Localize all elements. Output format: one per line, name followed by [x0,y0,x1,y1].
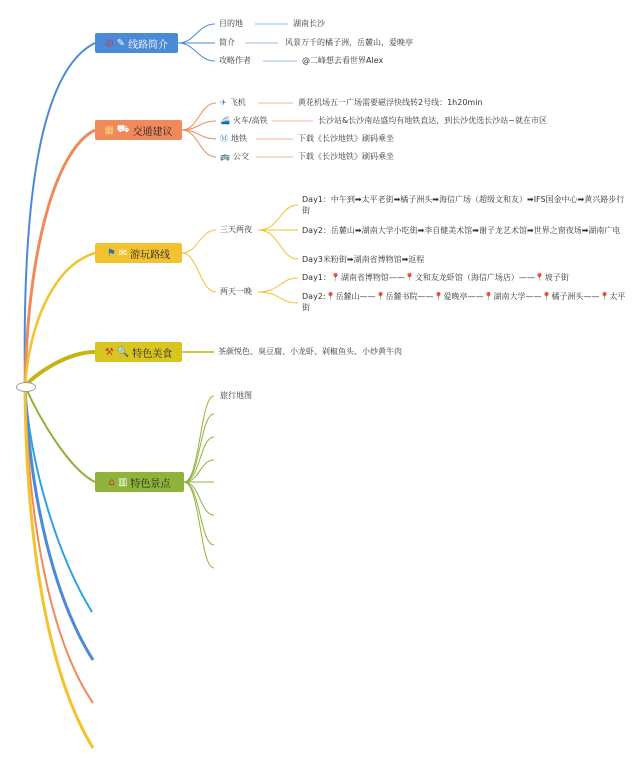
transport-value-train: 长沙站&长沙南站盛均有地铁直达，到长沙优选长沙站~就在市区 [318,116,547,125]
car-icon: ⛟ [116,123,130,135]
flag-icon: ⚑ [106,247,116,259]
transport-row-train: 🚄 火车/高铁 [220,116,268,125]
map-icon: ▦ [104,124,114,136]
route-value-intro: 风景万千的橘子洲，岳麓山，爱晚亭 [285,38,413,47]
root-node[interactable] [16,382,36,392]
sights-travel-map: 旅行地图 [220,391,252,400]
location-pin-icon: 📍 [534,273,545,282]
branch-itinerary[interactable] [95,243,182,263]
itinerary-three-day3: Day3米粉街➡湖南省博物馆➡返程 [302,255,425,264]
itinerary-three-day2: Day2：岳麓山➡湖南大学小吃街➡李自健美术馆➡谢子龙艺术馆➡世界之窗夜场➡湖南广电 [302,226,621,235]
itinerary-two-day1: Day1：📍湖南省博物馆——📍文和友龙虾馆（海信广场店）——📍坡子街 [302,273,569,282]
branch-route-intro[interactable] [95,33,178,53]
magnifier-icon: 🔍 [116,346,130,358]
plane-icon: ✈ [220,98,227,107]
transport-value-plane: 黄花机场五一广场需要磁浮快线转2号线：1h20min [298,98,483,107]
itinerary-two-days: 两天一晚 [220,287,252,296]
envelope-icon: ✉ [118,247,128,259]
branch-title: 线路简介 [128,39,169,51]
branch-title: 游玩路线 [130,249,171,261]
metro-icon: Ⓜ [220,134,228,143]
route-key-author: 攻略作者 [219,56,251,65]
transport-row-metro: Ⓜ 地铁 [220,134,247,143]
branch-title: 交通建议 [132,126,173,138]
chopsticks-icon: ⚒ [104,346,114,358]
location-pin-icon: 📍 [330,273,341,282]
route-key-intro: 简介 [219,38,235,47]
location-pin-icon: 📍 [483,292,494,301]
branch-title: 特色美食 [132,348,173,360]
location-pin-icon: 📍 [404,273,415,282]
pencil-icon: ✎ [116,37,126,49]
location-pin-icon: 📍 [541,292,552,301]
location-pin-icon: 📍 [325,292,336,301]
transport-value-bus: 下载《长沙地铁》刷码乘坐 [298,152,394,161]
location-pin-icon: 📍 [433,292,444,301]
route-key-destination: 目的地 [219,19,243,28]
route-value-author: @二峰想去看世界Alex [302,56,384,65]
house-icon: ⌂ [108,476,115,488]
bus-icon: 🚌 [220,152,230,161]
itinerary-two-day2: Day2:📍岳麓山——📍岳麓书院——📍爱晚亭——📍湖南大学——📍橘子洲头——📍太平街 [302,292,626,312]
branch-transport[interactable] [95,120,182,140]
itinerary-three-days: 三天两夜 [220,225,252,234]
itinerary-three-day1: Day1：中午到➡太平老街➡橘子洲头➡海信广场（超级文和友）➡IFS国金中心➡黄兴路步行街 [302,195,625,215]
building-icon: ▥ [117,476,128,488]
branch-sights[interactable] [95,472,184,492]
branch-food[interactable] [95,342,182,362]
target-icon: ◎ [104,37,114,49]
transport-row-bus: 🚌 公交 [220,152,249,161]
transport-value-metro: 下载《长沙地铁》刷码乘坐 [298,134,394,143]
transport-row-plane: ✈ 飞机 [220,98,246,107]
location-pin-icon: 📍 [375,292,386,301]
branch-title: 特色景点 [130,478,171,490]
food-list: 茶颜悦色、臭豆腐、小龙虾、剁椒鱼头、小炒黄牛肉 [218,347,402,356]
location-pin-icon: 📍 [599,292,610,301]
route-value-destination: 湖南长沙 [293,19,325,28]
train-icon: 🚄 [220,116,230,125]
